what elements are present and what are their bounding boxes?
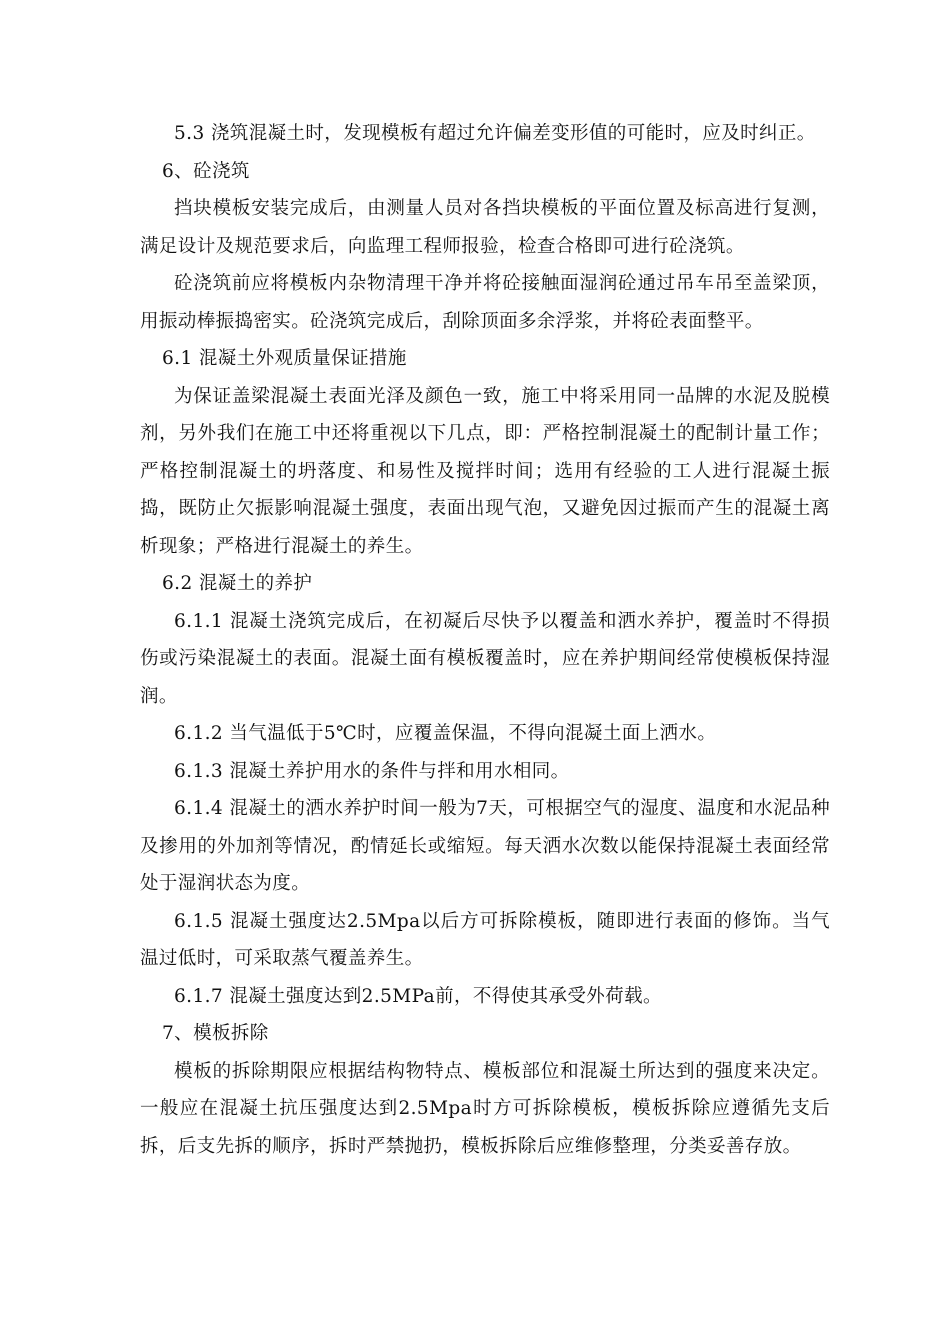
heading-6-1: 6.1 混凝土外观质量保证措施 (162, 348, 407, 369)
paragraph-pouring-prep: 砼浇筑前应将模板内杂物清理干净并将砼接触面湿润砼通过吊车吊至盖梁顶，用振动棒振捣密实。砼浇筑完成后，刮除顶面多余浮浆，并将砼表面整平。 (140, 273, 830, 332)
heading-section-6: 6、砼浇筑 (162, 160, 250, 182)
paragraph-6-1-5: 6.1.5 混凝土强度达2.5Mpa以后方可拆除模板，随即进行表面的修饰。当气温过低时，可采取蒸气覆盖养生。 (140, 910, 830, 969)
document-body (140, 115, 830, 1165)
paragraph-formwork-removal: 模板的拆除期限应根据结构物特点、模板部位和混凝土所达到的强度来决定。一般应在混凝土抗压强度达到2.5Mpa时方可拆除模板，模板拆除应遵循先支后拆，后支先拆的顺序，拆时严禁抛扔，模板拆除后应维修整理，分类妥善存放。 (140, 1060, 830, 1157)
paragraph-6-1-4: 6.1.4 混凝土的洒水养护时间一般为7天，可根据空气的湿度、温度和水泥品种及掺用的外加剂等情况，酌情延长或缩短。每天洒水次数以能保持混凝土表面经常处于湿润状态为度。 (140, 798, 830, 894)
paragraph-6-1-1: 6.1.1 混凝土浇筑完成后，在初凝后尽快予以覆盖和洒水养护，覆盖时不得损伤或污染混凝土的表面。混凝土面有模板覆盖时，应在养护期间经常使模板保持湿润。 (140, 610, 830, 707)
paragraph-6-1-7: 6.1.7 混凝土强度达到2.5MPa前，不得使其承受外荷载。 (174, 985, 662, 1007)
heading-section-7: 7、模板拆除 (162, 1023, 269, 1044)
heading-6-2: 6.2 混凝土的养护 (162, 573, 313, 594)
paragraph-6-1-3: 6.1.3 混凝土养护用水的条件与拌和用水相同。 (174, 760, 570, 782)
paragraph-6-1-2: 6.1.2 当气温低于5℃时，应覆盖保温，不得向混凝土面上洒水。 (174, 723, 717, 744)
paragraph-formwork-check: 挡块模板安装完成后，由测量人员对各挡块模板的平面位置及标高进行复测，满足设计及规范要求后，向监理工程师报验，检查合格即可进行砼浇筑。 (140, 198, 830, 257)
paragraph-quality-measures: 为保证盖梁混凝土表面光泽及颜色一致，施工中将采用同一品牌的水泥及脱模剂，另外我们在施工中还将重视以下几点，即：严格控制混凝土的配制计量工作；严格控制混凝土的坍落度、和易性及搅拌时间；选用有经验的工人进行混凝土振捣，既防止欠振影响混凝土强度，表面出现气泡，又避免因过振而产生的混凝土离析现象；严格进行混凝土的养生。 (140, 385, 830, 557)
paragraph-5-3: 5.3 浇筑混凝土时，发现模板有超过允许偏差变形值的可能时，应及时纠正。 (174, 123, 816, 144)
